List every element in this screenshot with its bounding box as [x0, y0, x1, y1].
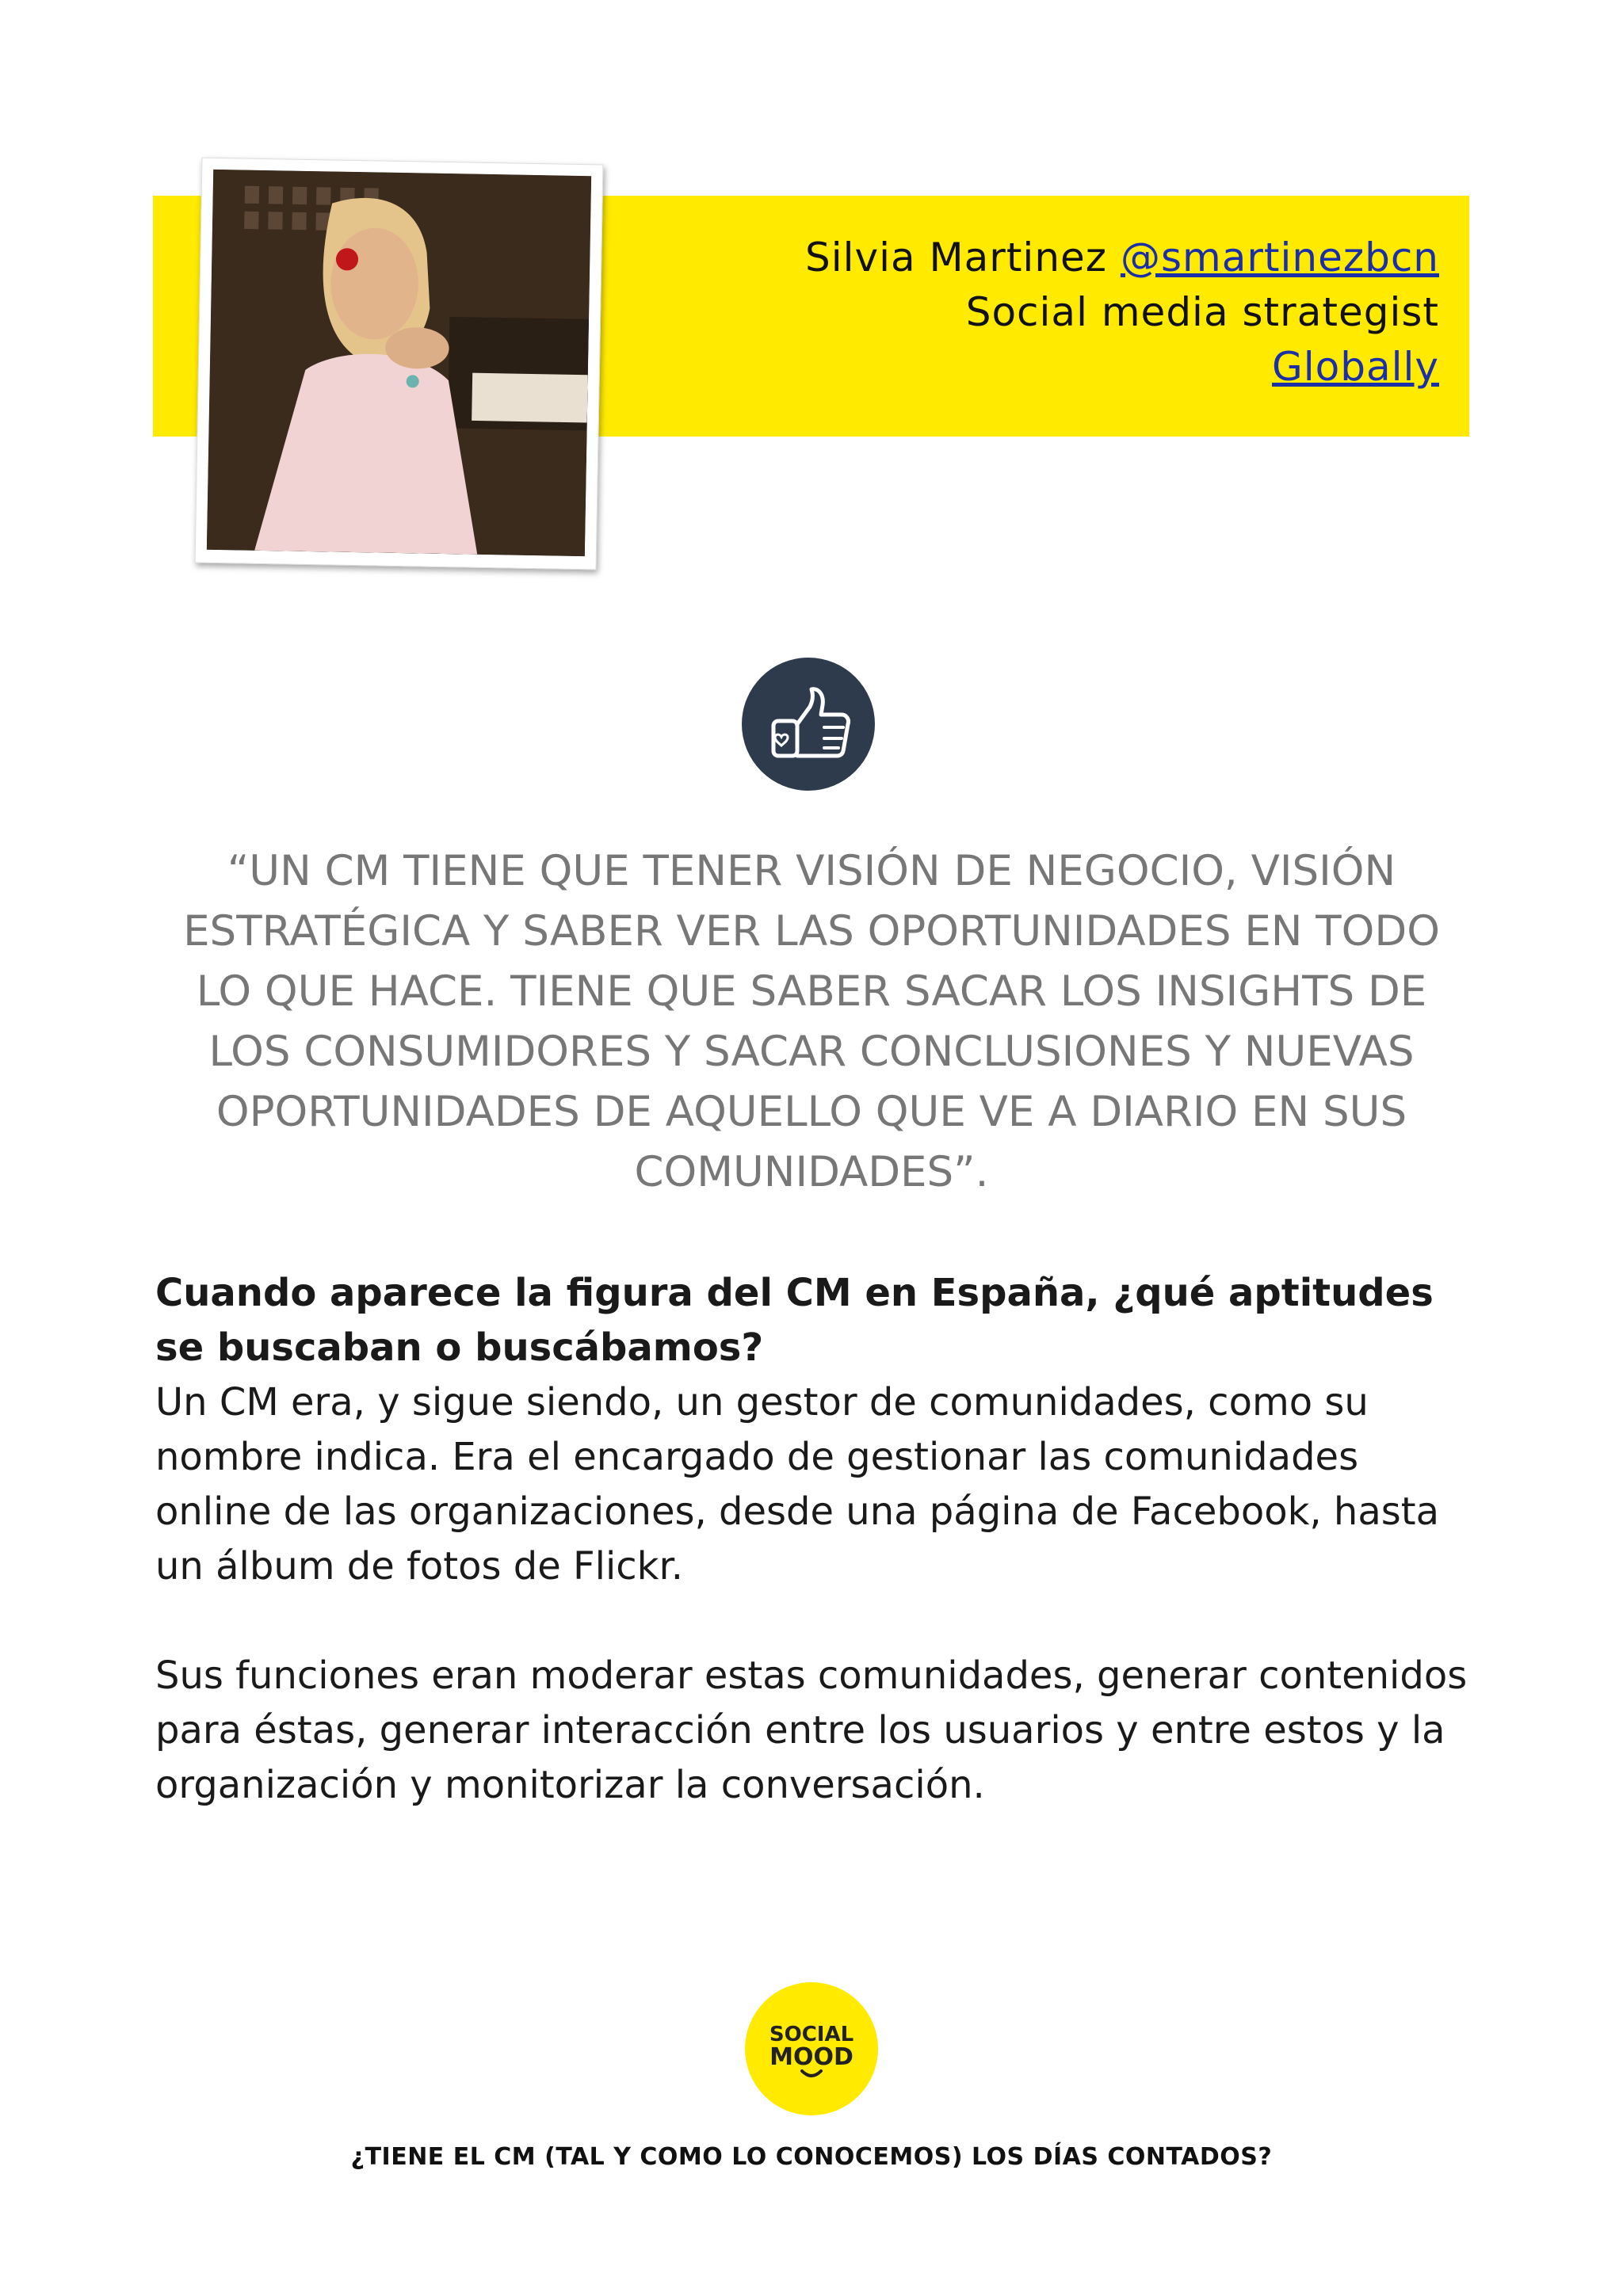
logo-line2: MOOD [769, 2043, 854, 2071]
footer-title: ¿TIENE EL CM (TAL Y COMO LO CONOCEMOS) LOS DÍAS CONTADOS? [350, 2143, 1273, 2171]
author-info [805, 231, 1439, 395]
interview-question: Cuando aparece la figura del CM en España, ¿qué aptitudes se buscaban o buscábamos? [155, 1271, 1434, 1370]
author-photo [195, 158, 604, 570]
company-link[interactable]: Globally [1272, 344, 1439, 390]
thumbs-up-icon [742, 658, 875, 791]
author-handle-link[interactable]: @smartinezbcn [1120, 235, 1439, 280]
logo-line1: SOCIAL [769, 2023, 854, 2046]
article-body [155, 1266, 1471, 1813]
social-mood-logo [745, 1982, 878, 2115]
pull-quote: “UN CM TIENE QUE TENER VISIÓN DE NEGOCIO, VISIÓN ESTRATÉGICA Y SABER VER LAS OPORTUNIDADES EN TODO LO QUE HACE. TIENE QUE SABER SACAR LOS INSIGHTS DE LOS CONSUMIDORES Y SACAR CONCLUSIONES Y NUEVAS OPORTUNIDADES DE AQUELLO QUE VE A DIARIO EN SUS COMUNIDADES”. [183, 847, 1440, 1196]
author-name: Silvia Martinez [804, 235, 1108, 280]
paragraph-2: Sus funciones eran moderar estas comunidades, generar contenidos para éstas, generar interacción entre los usuarios y entre estos y la organización y monitorizar la conversación. [155, 1653, 1468, 1807]
author-role: Social media strategist [965, 289, 1439, 335]
paragraph-1: Un CM era, y sigue siendo, un gestor de comunidades, como su nombre indica. Era el encargado de gestionar las comunidades online de las organizaciones, desde una página de Facebook, hasta un álbum de fotos de Flickr. [155, 1380, 1439, 1589]
photo-image [207, 170, 591, 556]
